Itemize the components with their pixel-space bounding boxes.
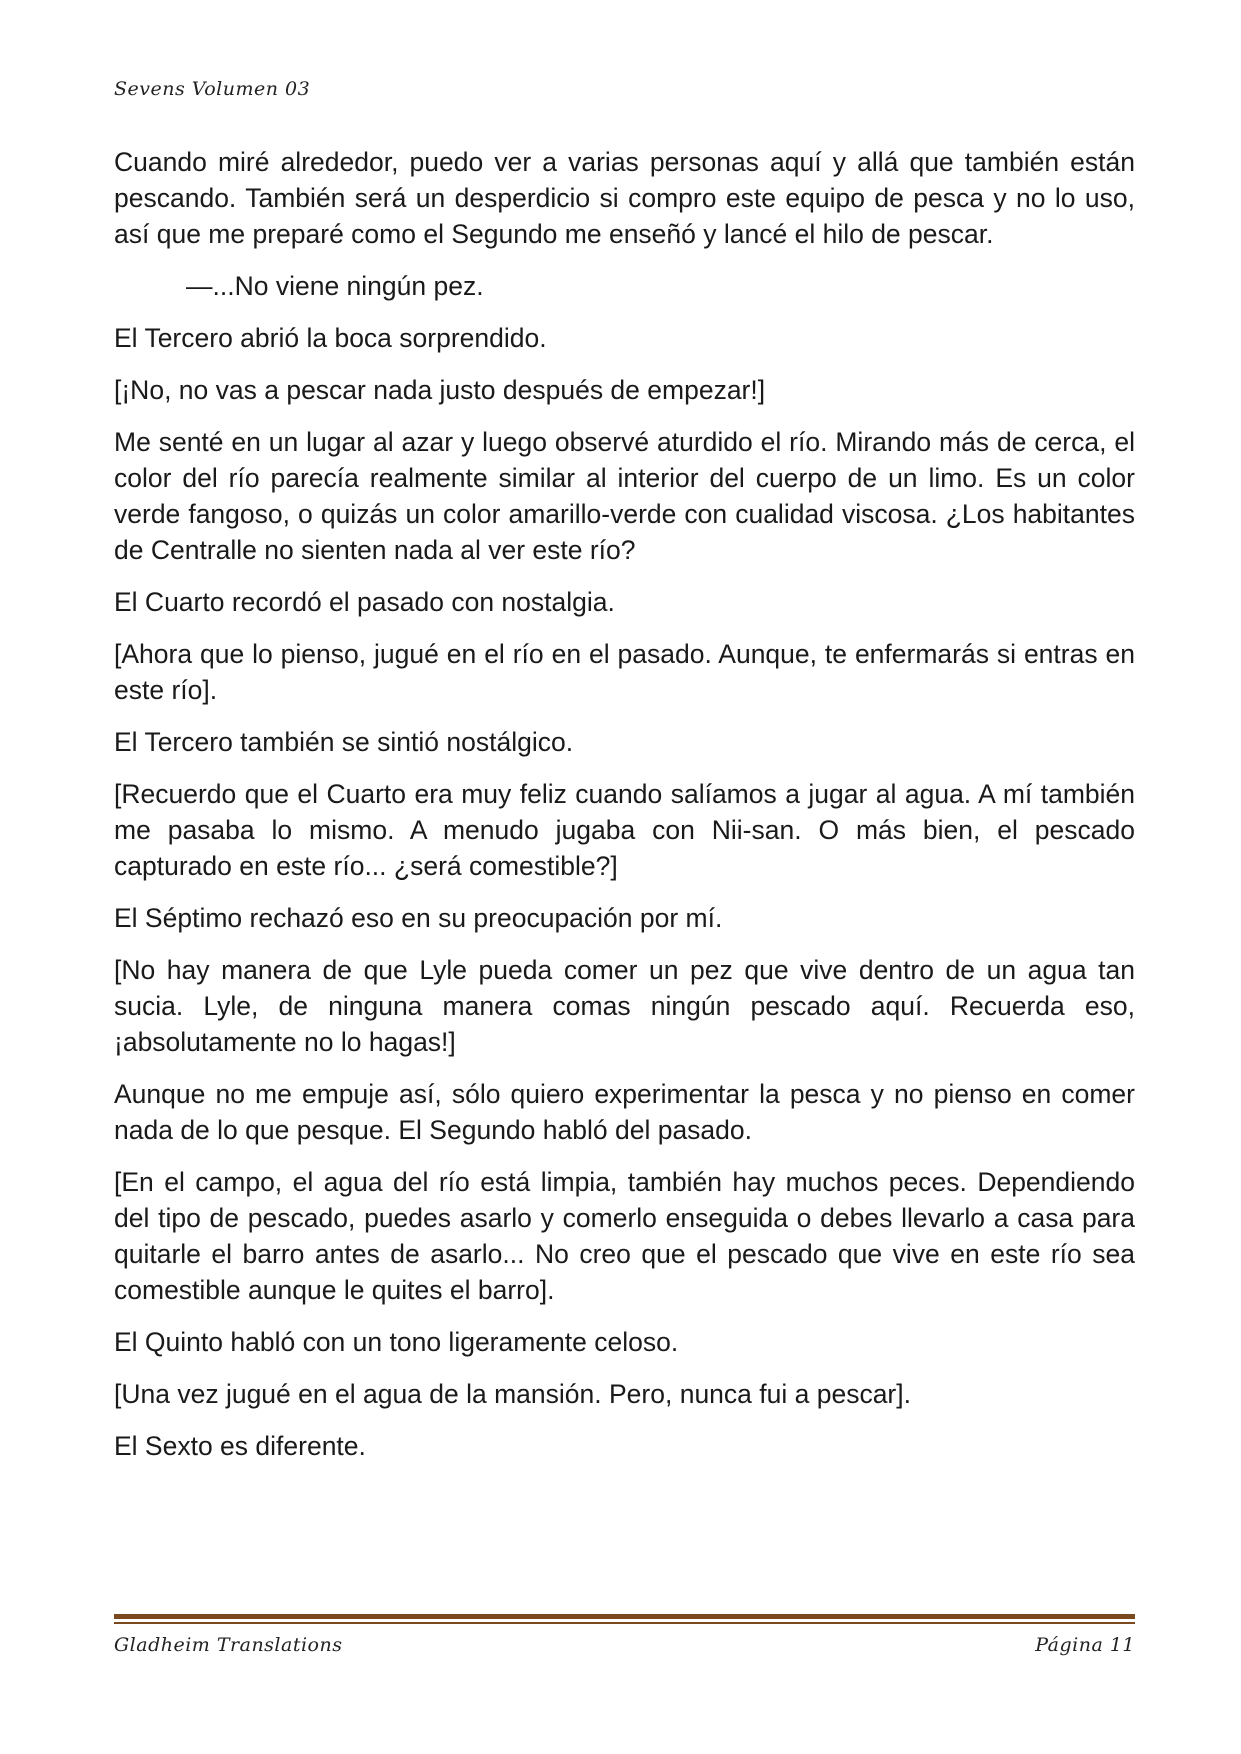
paragraph: Me senté en un lugar al azar y luego observé aturdido el río. Mirando más de cerca, el color del río parecía realmente similar al interior del cuerpo de un limo. Es un color verde fangoso, o quizás un color amarillo-verde con cualidad viscosa. ¿Los habitantes de Centralle no sienten nada al ver este río?	[114, 427, 1135, 565]
page-number: Página 11	[1035, 1634, 1135, 1656]
paragraph: Cuando miré alrededor, puedo ver a varias personas aquí y allá que también están pescando. También será un desperdicio si compro este equipo de pesca y no lo uso, así que me preparé como el Segundo me enseñó y lancé el hilo de pescar.	[114, 147, 1135, 249]
paragraph: El Séptimo rechazó eso en su preocupación por mí.	[114, 903, 723, 933]
page-body	[114, 144, 1135, 1480]
paragraph: Aunque no me empuje así, sólo quiero experimentar la pesca y no pienso en comer nada de lo que pesque. El Segundo habló del pasado.	[114, 1079, 1135, 1145]
paragraph: El Tercero abrió la boca sorprendido.	[114, 323, 547, 353]
paragraph: [En el campo, el agua del río está limpia, también hay muchos peces. Dependiendo del tipo de pescado, puedes asarlo y comerlo enseguida o debes llevarlo a casa para quitarle el barro antes de asarlo... No creo que el pescado que vive en este río sea comestible aunque le quites el barro].	[114, 1167, 1135, 1305]
paragraph: El Quinto habló con un tono ligeramente celoso.	[114, 1327, 679, 1357]
running-header: Sevens Volumen 03	[114, 78, 311, 100]
paragraph: [No hay manera de que Lyle pueda comer un pez que vive dentro de un agua tan sucia. Lyle, de ninguna manera comas ningún pescado aquí. Recuerda eso, ¡absolutamente no lo hagas!]	[114, 955, 1135, 1057]
paragraph: [¡No, no vas a pescar nada justo después de empezar!]	[114, 375, 766, 405]
footer-rule-thick	[114, 1614, 1135, 1619]
paragraph: [Ahora que lo pienso, jugué en el río en el pasado. Aunque, te enfermarás si entras en este río].	[114, 639, 1135, 705]
paragraph: El Cuarto recordó el pasado con nostalgia.	[114, 587, 615, 617]
footer-rule-thin	[114, 1622, 1135, 1624]
paragraph: El Tercero también se sintió nostálgico.	[114, 727, 574, 757]
paragraph: —...No viene ningún pez.	[186, 271, 484, 301]
footer-publisher: Gladheim Translations	[114, 1634, 343, 1656]
paragraph: [Una vez jugué en el agua de la mansión. Pero, nunca fui a pescar].	[114, 1379, 911, 1409]
paragraph: [Recuerdo que el Cuarto era muy feliz cuando salíamos a jugar al agua. A mí también me pasaba lo mismo. A menudo jugaba con Nii-san. O más bien, el pescado capturado en este río... ¿será comestible?]	[114, 779, 1135, 881]
paragraph: El Sexto es diferente.	[114, 1431, 366, 1461]
